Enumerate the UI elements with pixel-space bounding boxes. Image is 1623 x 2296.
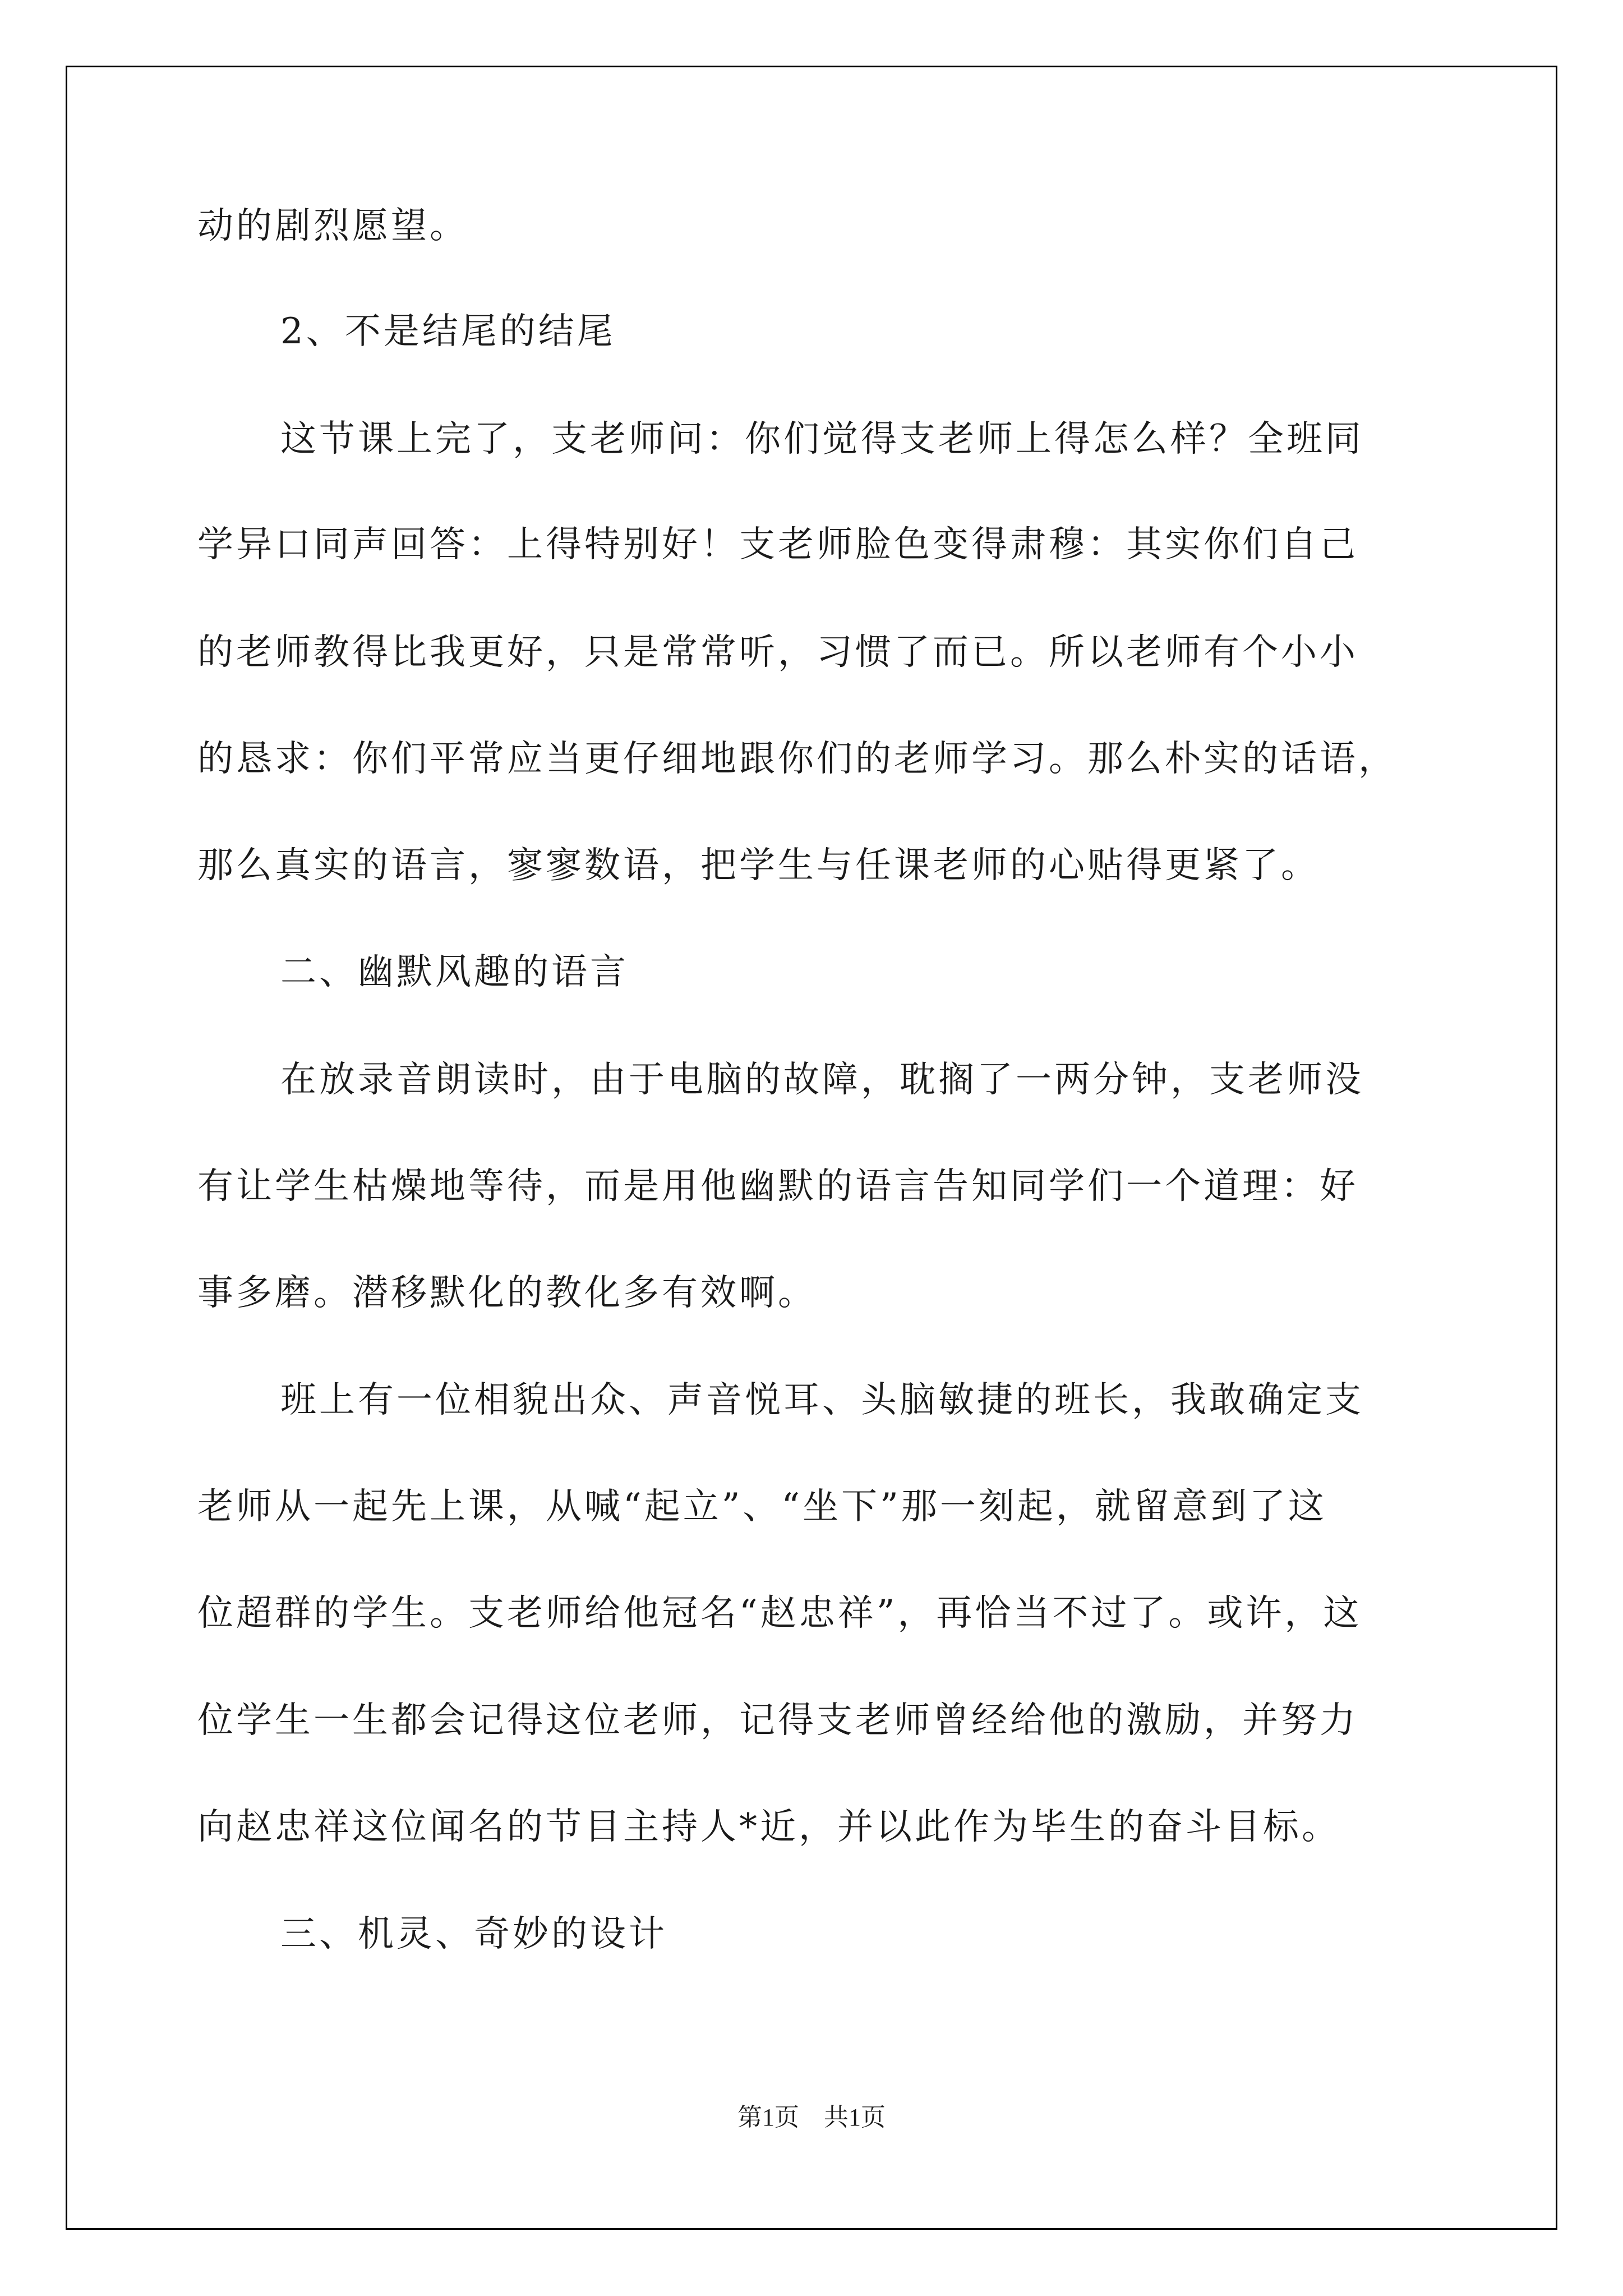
body-line: 的恳求：你们平常应当更仔细地跟你们的老师学习。那么朴实的话语，	[197, 738, 1397, 780]
body-line: 那么真实的语言，寥寥数语，把学生与任课老师的心贴得更紧了。	[197, 845, 1320, 886]
section-heading: 三、机灵、奇妙的设计	[280, 1913, 667, 1955]
body-line: 学异口同声回答：上得特别好！支老师脸色变得肃穆：其实你们自己	[197, 524, 1358, 565]
section-subheading: 2、不是结尾的结尾	[280, 311, 616, 352]
page-border	[66, 66, 1557, 2230]
body-line: 班上有一位相貌出众、声音悦耳、头脑敏捷的班长，我敢确定支	[280, 1379, 1364, 1421]
body-line: 向赵忠祥这位闻名的节目主持人*近，并以此作为毕生的奋斗目标。	[197, 1806, 1340, 1848]
body-line: 有让学生枯燥地等待，而是用他幽默的语言告知同学们一个道理：好	[197, 1166, 1358, 1207]
body-line: 在放录音朗读时，由于电脑的故障，耽搁了一两分钟，支老师没	[280, 1059, 1364, 1101]
body-line: 事多磨。潜移默化的教化多有效啊。	[197, 1272, 817, 1314]
body-line: 位学生一生都会记得这位老师，记得支老师曾经给他的激励，并努力	[197, 1700, 1358, 1741]
body-line: 位超群的学生。支老师给他冠名“赵忠祥”，再恰当不过了。或许，这	[197, 1593, 1362, 1634]
section-heading: 二、幽默风趣的语言	[280, 951, 629, 993]
body-line: 的老师教得比我更好，只是常常听，习惯了而已。所以老师有个小小	[197, 632, 1358, 673]
body-line: 动的剧烈愿望。	[197, 205, 468, 247]
body-line: 这节课上完了，支老师问：你们觉得支老师上得怎么样？全班同	[280, 418, 1364, 460]
page-number-footer: 第1页 共1页	[737, 2104, 886, 2131]
body-line: 老师从一起先上课，从喊“起立”、“坐下”那一刻起，就留意到了这	[197, 1486, 1327, 1527]
